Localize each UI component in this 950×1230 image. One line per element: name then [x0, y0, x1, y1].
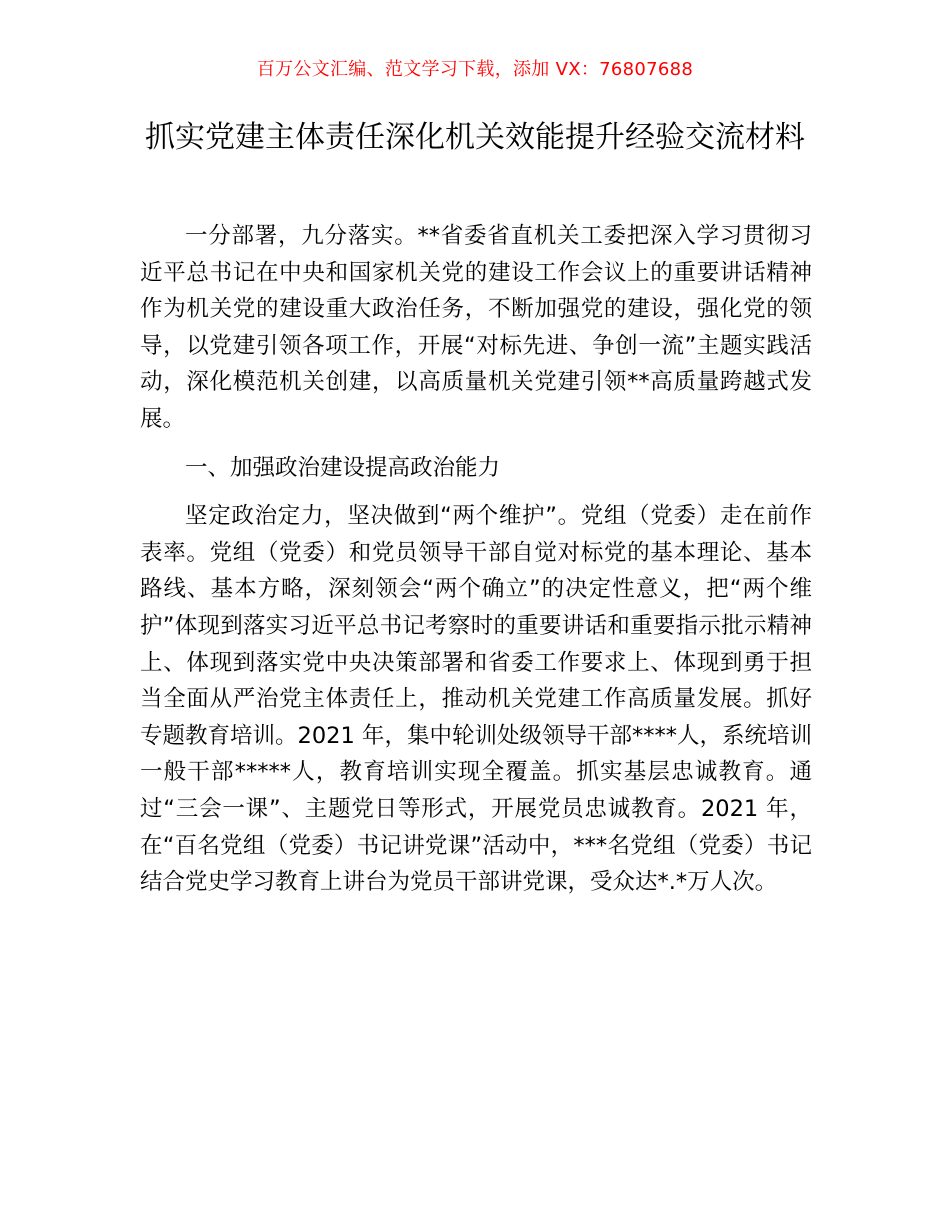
paragraph-section-1: 坚定政治定力，坚决做到“两个维护”。党组（党委）走在前作表率。党组（党委）和党员领导干部自觉对标党的基本理论、基本路线、基本方略，深刻领会“两个确立”的决定性意义，把“两个维护”体现到落实习近平总书记考察时的重要讲话和重要指示批示精神上、体现到落实党中央决策部署和省委工作要求上、体现到勇于担当全面从严治党主体责任上，推动机关党建工作高质量发展。抓好专题教育培训。2021 年，集中轮训处级领导干部****人，系统培训一般干部*****人，教育培训实现全覆盖。抓实基层忠诚教育。通过“三会一课”、主题党日等形式，开展党员忠诚教育。2021 年，在“百名党组（党委）书记讲党课”活动中，***名党组（党委）书记结合党史学习教育上讲台为党员干部讲党课，受众达*.*万人次。 — [140, 503, 812, 896]
section-heading-1: 一、加强政治建设提高政治能力 — [185, 454, 501, 481]
document-body — [140, 218, 812, 901]
paragraph-intro: 一分部署，九分落实。**省委省直机关工委把深入学习贯彻习近平总书记在中央和国家机关党的建设工作会议上的重要讲话精神作为机关党的建设重大政治任务，不断加强党的建设，强化党的领导，以党建引领各项工作，开展“对标先进、争创一流”主题实践活动，深化模范机关创建，以高质量机关党建引领**高质量跨越式发展。 — [140, 223, 812, 432]
promo-banner: 百万公文汇编、范文学习下载，添加 VX：76807688 — [256, 59, 694, 80]
document-title: 抓实党建主体责任深化机关效能提升经验交流材料 — [145, 120, 805, 155]
